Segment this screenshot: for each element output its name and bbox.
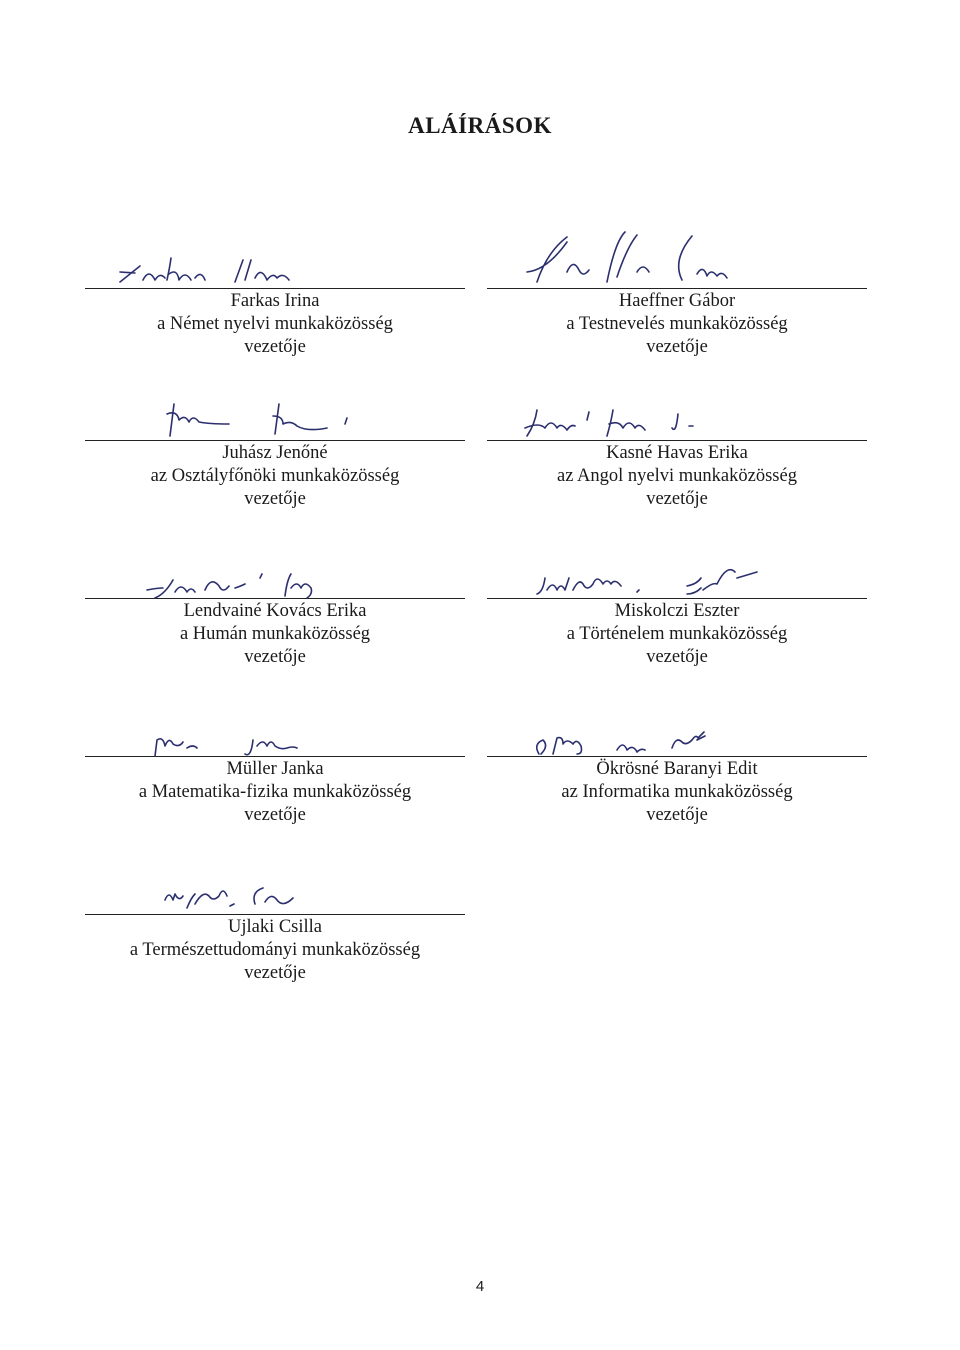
signatory-title: vezetője — [646, 489, 708, 509]
signatory-role: az Angol nyelvi munkaközösség — [557, 466, 797, 486]
signatory-role: az Osztályfőnöki munkaközösség — [150, 466, 400, 486]
handwritten-signature — [95, 232, 455, 288]
signatory-title: vezetője — [646, 337, 708, 357]
signatory-title: vezetője — [244, 647, 306, 667]
signature-line — [85, 440, 465, 441]
signatory-name: Farkas Irina — [230, 291, 320, 311]
signatory-name: Ökrösné Baranyi Edit — [596, 759, 758, 779]
handwritten-signature — [497, 232, 857, 288]
page-title: ALÁÍRÁSOK — [408, 113, 552, 138]
signature-block-ujlaki — [95, 858, 455, 985]
signature-block-juhasz — [95, 384, 455, 511]
signature-line — [85, 914, 465, 915]
signatory-name: Juhász Jenőné — [222, 443, 328, 463]
signatory-role: a Matematika-fizika munkaközösség — [138, 782, 412, 802]
handwritten-signature — [497, 700, 857, 756]
signatory-name: Kasné Havas Erika — [606, 443, 748, 463]
handwritten-signature — [95, 700, 455, 756]
signature-line — [487, 288, 867, 289]
signatory-title: vezetője — [244, 805, 306, 825]
signatory-name: Lendvainé Kovács Erika — [183, 601, 367, 621]
signatory-title: vezetője — [646, 647, 708, 667]
signature-block-miskolczi — [497, 542, 857, 669]
signature-block-haeffner — [497, 232, 857, 359]
signatory-role: a Német nyelvi munkaközösség — [157, 314, 393, 334]
handwritten-signature — [497, 542, 857, 598]
handwritten-signature — [497, 384, 857, 440]
signatory-title: vezetője — [646, 805, 708, 825]
signature-line — [487, 756, 867, 757]
signatory-role: az Informatika munkaközösség — [561, 782, 793, 802]
handwritten-signature — [95, 542, 455, 598]
signature-block-okrosne — [497, 700, 857, 827]
signatory-role: a Humán munkaközösség — [179, 624, 371, 644]
signature-line — [487, 598, 867, 599]
signature-line — [85, 598, 465, 599]
page-number: 4 — [475, 1278, 485, 1295]
signatory-role: a Történelem munkaközösség — [566, 624, 788, 644]
signatory-name: Miskolczi Eszter — [614, 601, 740, 621]
signatory-title: vezetője — [244, 489, 306, 509]
handwritten-signature — [95, 858, 455, 914]
signatory-title: vezetője — [244, 963, 306, 983]
signature-block-kasne — [497, 384, 857, 511]
signatory-name: Müller Janka — [226, 759, 324, 779]
signatory-name: Ujlaki Csilla — [227, 917, 323, 937]
signatory-role: a Természettudományi munkaközösség — [129, 940, 421, 960]
signatory-name: Haeffner Gábor — [618, 291, 736, 311]
signature-block-farkas — [95, 232, 455, 359]
signatory-title: vezetője — [244, 337, 306, 357]
signature-line — [85, 288, 465, 289]
signature-block-muller — [95, 700, 455, 827]
handwritten-signature — [95, 384, 455, 440]
signature-line — [85, 756, 465, 757]
signatory-role: a Testnevelés munkaközösség — [566, 314, 788, 334]
signature-line — [487, 440, 867, 441]
signature-block-lendvaine — [95, 542, 455, 669]
